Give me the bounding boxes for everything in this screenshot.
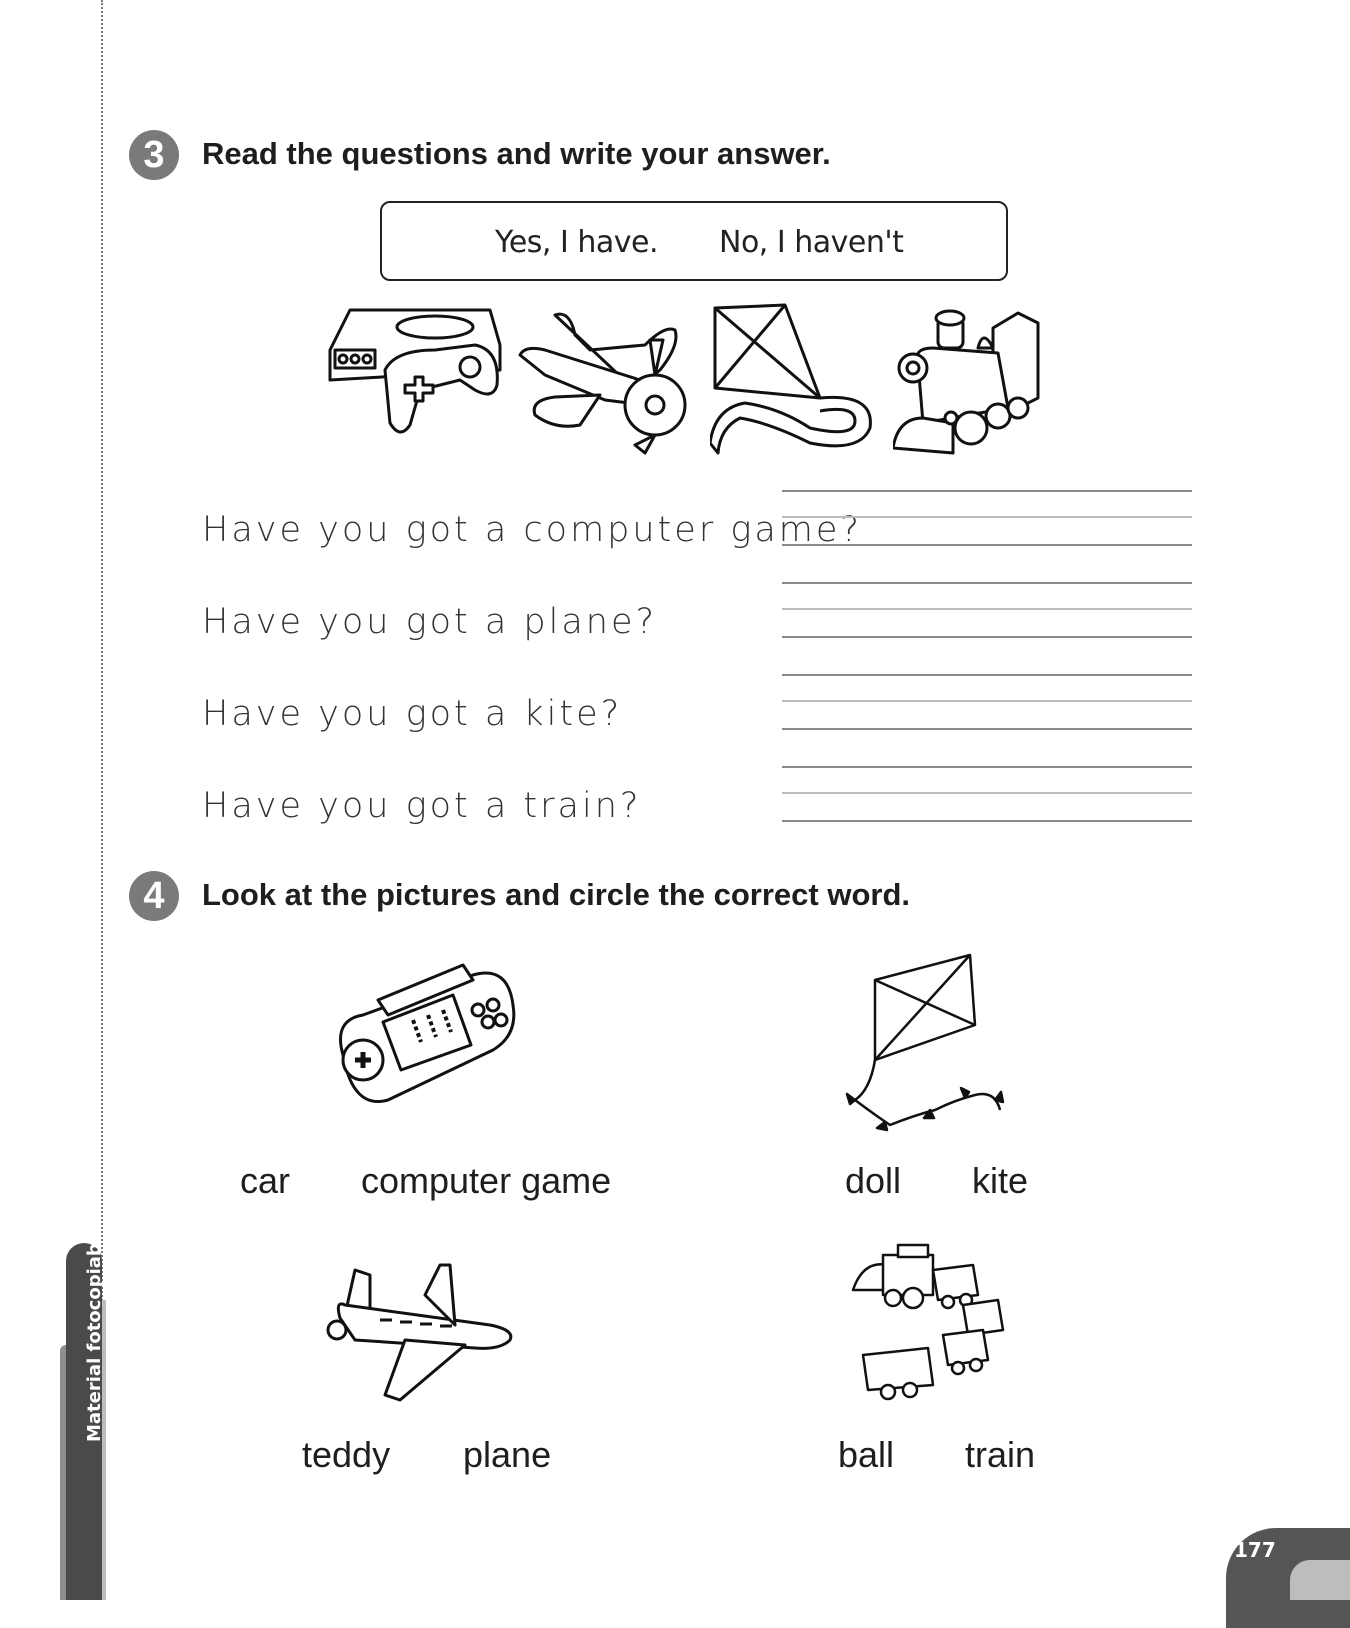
choice-kite[interactable]: kite — [972, 1160, 1029, 1201]
choice-ball[interactable]: ball — [838, 1434, 895, 1475]
option-yes: Yes, I have. — [495, 225, 659, 260]
exercise-4-number: 4 — [129, 871, 179, 921]
exercise-3-title: Read the questions and write your answer. — [202, 136, 831, 171]
kite-icon — [710, 303, 880, 458]
answer-lines-2[interactable] — [782, 582, 1192, 652]
toy-train-icon — [848, 1240, 1023, 1410]
train-icon — [893, 308, 1053, 458]
exercise-3-number: 3 — [129, 130, 179, 180]
choice-computer-game[interactable]: computer game — [361, 1160, 612, 1201]
choice-plane[interactable]: plane — [463, 1434, 552, 1475]
game-console-icon — [325, 305, 505, 440]
question-kite: Have you got a kite? — [202, 694, 623, 734]
answer-lines-3[interactable] — [782, 674, 1192, 744]
choice-teddy[interactable]: teddy — [302, 1434, 391, 1475]
answer-lines-1[interactable] — [782, 490, 1192, 560]
question-computer-game: Have you got a computer game? — [202, 510, 862, 550]
side-tab-label: Material fotocopiable — [84, 1224, 105, 1442]
question-train: Have you got a train? — [202, 786, 642, 826]
page-number: 177 — [1234, 1538, 1276, 1562]
airplane-icon — [325, 1260, 525, 1410]
plane-icon — [515, 305, 700, 455]
choice-doll[interactable]: doll — [845, 1160, 902, 1201]
question-plane: Have you got a plane? — [202, 602, 658, 642]
option-no: No, I haven't — [719, 225, 904, 260]
answer-lines-4[interactable] — [782, 766, 1192, 836]
page-number-tab-edge — [1290, 1560, 1350, 1600]
choice-train[interactable]: train — [965, 1434, 1036, 1475]
exercise-4-title: Look at the pictures and circle the correct word. — [202, 877, 911, 912]
choice-car[interactable]: car — [240, 1160, 291, 1201]
handheld-game-icon — [333, 960, 523, 1130]
answer-options-box — [380, 201, 1008, 281]
kite-icon — [845, 950, 1020, 1140]
